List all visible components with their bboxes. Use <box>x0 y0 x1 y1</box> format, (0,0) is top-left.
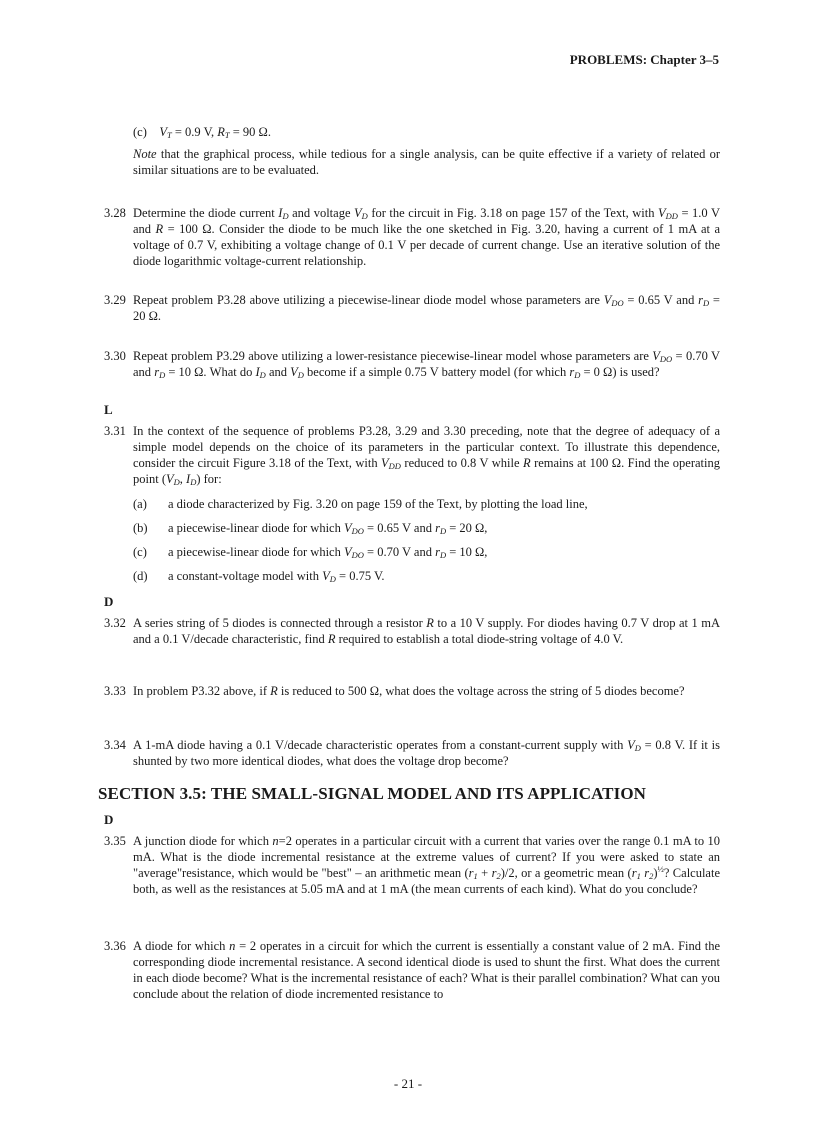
item-c-text <box>168 544 487 560</box>
problem-3-36 <box>133 938 720 1002</box>
var: V <box>322 569 330 583</box>
item-label: (c) <box>133 545 147 559</box>
sub: 2 <box>649 871 654 881</box>
text: In problem P3.32 above, if <box>133 684 271 698</box>
var: R <box>327 632 336 646</box>
sub: D <box>297 370 304 380</box>
problem-3-29 <box>133 292 720 324</box>
problem-3-34 <box>133 737 720 769</box>
text: , <box>179 472 187 486</box>
problem-3-28 <box>133 205 720 269</box>
problem-number: 3.28 <box>104 206 126 220</box>
problem-number: 3.30 <box>104 349 126 363</box>
text: a piecewise-linear diode for which <box>168 545 344 559</box>
sub: D <box>282 211 289 221</box>
sub: DO <box>659 354 673 364</box>
marker-D: D <box>104 594 114 609</box>
sub: T <box>167 130 172 140</box>
problem-3-32 <box>133 615 720 647</box>
text: )/2, or a geometric mean ( <box>500 866 632 880</box>
sub: DD <box>665 211 678 221</box>
var: V <box>627 738 635 752</box>
problem-number: 3.33 <box>104 684 126 698</box>
sub: DO <box>351 526 364 536</box>
var: V <box>603 293 612 307</box>
var: n <box>229 939 236 953</box>
var: R <box>217 125 225 139</box>
sub: D <box>329 574 336 584</box>
marker-D: D <box>104 812 114 827</box>
section-heading: SECTION 3.5: THE SMALL-SIGNAL MODEL AND ITS APPLICATION <box>98 784 647 803</box>
item-label: (c) <box>133 125 147 139</box>
sub: 1 <box>636 871 641 881</box>
text: = 0.75 V. <box>335 569 385 583</box>
text: a constant-voltage model with <box>168 569 323 583</box>
text: In the context of the sequence of problems P3.28, 3.29 and 3.30 preceding, note that the degree of adequacy of a simple model depends on the choice of its parameters in the particular context. To illustrate this dependence, consider the circuit Figure 3.18 of the Text, with <box>133 424 720 470</box>
text: = 0.65 V and <box>363 521 436 535</box>
var: r <box>154 365 160 379</box>
sub: 1 <box>473 871 478 881</box>
var: n <box>272 834 279 848</box>
running-header: PROBLEMS: Chapter 3–5 <box>569 52 719 67</box>
text: = 10 Ω. What do <box>165 365 256 379</box>
sub: D <box>439 550 447 560</box>
text: =2 operates in a particular circuit with a current that varies over the range 0.1 mA to 10 mA. What is the diode incremental resistance at the extreme values of current? If you were asked to state an "average"resistance, which would be "best" – an arithmetic mean ( <box>133 834 721 880</box>
problem-number: 3.35 <box>104 834 126 848</box>
marker-L: L <box>104 402 113 417</box>
text: Repeat problem P3.28 above utilizing a piecewise-linear diode model whose parameters are <box>133 293 604 307</box>
var: R <box>522 456 531 470</box>
item-label: (d) <box>133 569 148 583</box>
var: r <box>631 866 637 880</box>
var: V <box>165 472 174 486</box>
text: to a 10 V supply. For diodes having 0.7 V drop at 1 mA and a 0.1 V/decade characteristic, find <box>133 616 720 646</box>
text: A series string of 5 diodes is connected through a resistor <box>133 616 427 630</box>
sub: D <box>634 743 641 753</box>
text: ? Calculate both, as well as the resistances at 5.05 mA and at 1 mA (the mean currents of each kind). What do you conclude? <box>133 866 721 896</box>
note-lead: Note <box>133 147 157 161</box>
text: reduced to 0.8 V while <box>400 456 523 470</box>
text: ) <box>653 866 658 880</box>
var: r <box>569 365 575 379</box>
text: Determine the diode current <box>133 206 279 220</box>
sub: D <box>259 370 266 380</box>
text: = 90 Ω. <box>229 125 271 139</box>
text: required to establish a total diode-string voltage of 4.0 V. <box>335 632 624 646</box>
text: = 0.65 V and <box>623 293 699 307</box>
text: = 0.9 V, <box>171 125 218 139</box>
text: = 0.8 V. If it is shunted by two more identical diodes, what does the voltage drop become? <box>133 738 720 768</box>
var: V <box>343 545 352 559</box>
sub: D <box>190 477 197 487</box>
var: V <box>658 206 666 220</box>
var: V <box>354 206 362 220</box>
var: V <box>290 365 298 379</box>
text: = 1.0 V and <box>133 206 721 236</box>
problem-number: 3.29 <box>104 293 126 307</box>
item-a-text: a diode characterized by Fig. 3.20 on page 159 of the Text, by plotting the load line, <box>168 497 588 511</box>
sub: T <box>224 130 230 140</box>
var: r <box>491 866 497 880</box>
var: r <box>644 866 650 880</box>
text: = 2 operates in a circuit for which the current is essentially a constant value of 2 mA. Find the corresponding diode incremental resistance. A second identical diode is used to shunt the first. What does the current in each diode become? What is the incremental resistance of each? What is their parallel combination? What can you conclude about the relation of diode incremented resistance to <box>133 939 721 1001</box>
sub: D <box>159 370 166 380</box>
item-d-text <box>168 568 385 584</box>
var: R <box>270 684 278 698</box>
problem-number: 3.32 <box>104 616 126 630</box>
text: remains at 100 Ω. Find the operating point ( <box>133 456 720 486</box>
text: a piecewise-linear diode for which <box>168 521 344 535</box>
sub: D <box>361 211 368 221</box>
text: = 20 Ω. <box>133 293 720 323</box>
text: A 1-mA diode having a 0.1 V/decade characteristic operates from a constant-current supply with <box>133 738 628 752</box>
sub: D <box>439 526 447 536</box>
var: I <box>186 472 191 486</box>
sup: ½ <box>657 864 664 874</box>
text: Repeat problem P3.29 above utilizing a lower-resistance piecewise-linear model whose parameters are <box>133 349 653 363</box>
var: r <box>435 521 440 535</box>
text: = 100 Ω. Consider the diode to be much like the one sketched in Fig. 3.20, having a current of 1 mA at a voltage of 0.7 V, exhibiting a voltage change of 0.1 V per decade of current change. Use an iterative solution of the diode logarithmic voltage-current relationship. <box>133 222 720 268</box>
var: I <box>278 206 283 220</box>
text: = 10 Ω, <box>446 545 488 559</box>
page-number: - 21 - <box>393 1076 423 1091</box>
item-b-text <box>168 520 487 536</box>
var: R <box>426 616 434 630</box>
var: V <box>159 125 168 139</box>
problem-number: 3.31 <box>104 424 126 438</box>
text: become if a simple 0.75 V battery model (for which <box>303 365 570 379</box>
problem-number: 3.36 <box>104 939 126 953</box>
item-label: (b) <box>133 521 148 535</box>
text: A junction diode for which <box>133 834 273 848</box>
problem-number: 3.34 <box>104 738 126 752</box>
problem-3-30 <box>133 348 720 380</box>
text: and <box>265 365 291 379</box>
text: and voltage <box>288 206 355 220</box>
var: V <box>343 521 352 535</box>
text: + <box>477 866 492 880</box>
text: is reduced to 500 Ω, what does the voltage across the string of 5 diodes become? <box>277 684 685 698</box>
var: I <box>255 365 260 379</box>
note-text: that the graphical process, while tedious for a single analysis, can be quite effective if a variety of related or similar situations are to be evaluated. <box>133 147 720 177</box>
var: V <box>652 349 660 363</box>
problem-3-33 <box>133 683 720 699</box>
text: for the circuit in Fig. 3.18 on page 157 of the Text, with <box>367 206 659 220</box>
sub: 2 <box>496 871 501 881</box>
var: r <box>468 866 474 880</box>
item-label: (a) <box>133 497 147 511</box>
sub: D <box>703 298 710 308</box>
sub: DO <box>611 298 624 308</box>
note-paragraph <box>133 146 720 178</box>
problem-3-35 <box>133 833 720 897</box>
text: = 0.70 V and <box>363 545 436 559</box>
problem-3-31 <box>133 423 720 487</box>
sub: D <box>574 370 581 380</box>
sub: DD <box>388 461 401 471</box>
var: V <box>381 456 389 470</box>
text: = 20 Ω, <box>446 521 488 535</box>
text: = 0.70 V and <box>133 349 720 379</box>
var: r <box>435 545 440 559</box>
var: r <box>698 293 703 307</box>
problem-3-27c <box>133 124 720 140</box>
text: A diode for which <box>133 939 230 953</box>
var: R <box>155 222 164 236</box>
sub: D <box>173 477 180 487</box>
text: = 0 Ω) is used? <box>580 365 660 379</box>
sub: DO <box>351 550 364 560</box>
text: ) for: <box>196 472 222 486</box>
